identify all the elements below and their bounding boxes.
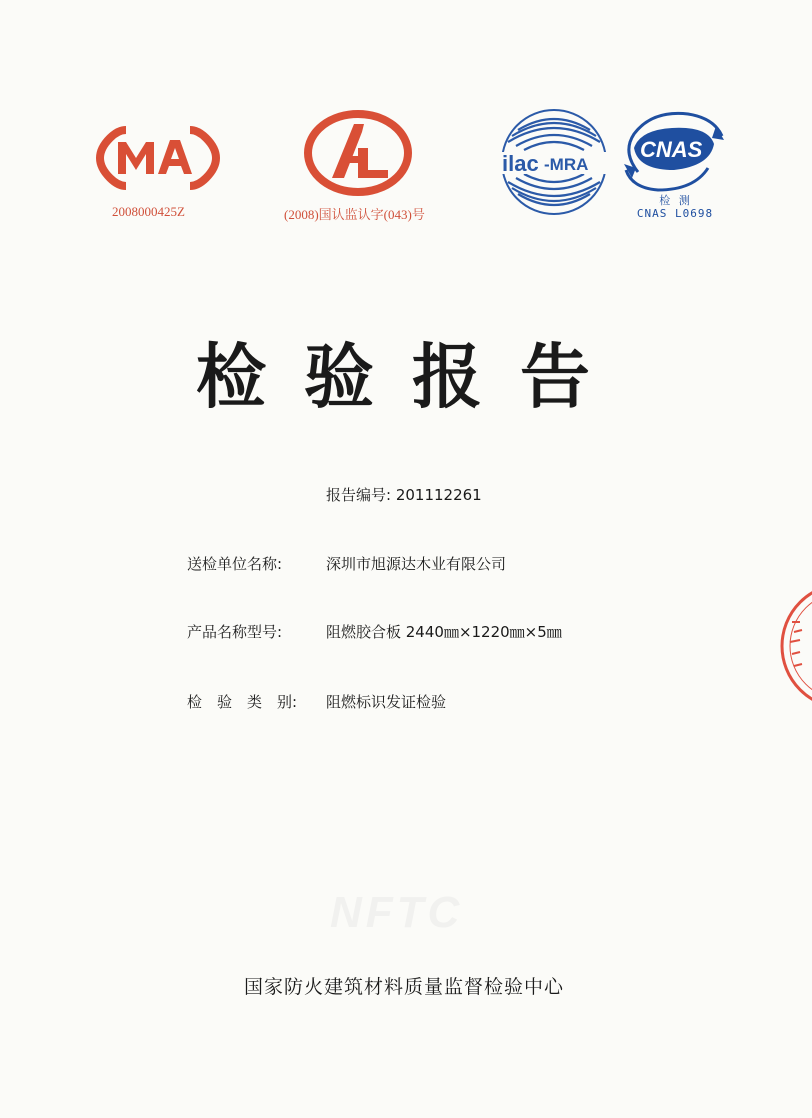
ilac-mra-logo: [498, 106, 610, 218]
field-row-inspection-type: [187, 691, 446, 712]
cnas-caption-line2: CNAS L0698: [636, 207, 714, 220]
issuing-organization: 国家防火建筑材料质量监督检验中心: [243, 976, 564, 998]
field-row-product: [187, 621, 562, 642]
field-label: 产品名称型号:: [187, 623, 283, 641]
cma-certificate-number: 2008000425Z: [112, 204, 185, 219]
report-number: 报告编号: 201112261: [326, 486, 482, 504]
document-title: 检验报告: [196, 336, 628, 418]
field-label: 检 验 类 别:: [187, 693, 298, 711]
svg-text:-MRA: -MRA: [544, 155, 589, 174]
cal-certificate-number: (2008)国认监认字(043)号: [284, 207, 425, 222]
svg-text:ilac: ilac: [502, 151, 539, 176]
field-value: 阻燃胶合板 2440㎜×1220㎜×5㎜: [326, 623, 562, 641]
field-label: 送检单位名称:: [187, 555, 283, 573]
field-value: 深圳市旭源达木业有限公司: [326, 555, 507, 573]
cnas-caption-line1: 检 测: [659, 194, 691, 207]
cnas-accreditation-caption: [626, 194, 724, 220]
cal-logo: [302, 108, 414, 198]
svg-text:CNAS: CNAS: [640, 137, 703, 162]
field-row-client: [187, 553, 506, 574]
cnas-logo: [618, 108, 728, 196]
cma-logo: [96, 124, 220, 192]
nftc-watermark: NFTC: [330, 888, 464, 937]
official-seal: [764, 582, 812, 716]
field-value: 阻燃标识发证检验: [326, 693, 447, 711]
